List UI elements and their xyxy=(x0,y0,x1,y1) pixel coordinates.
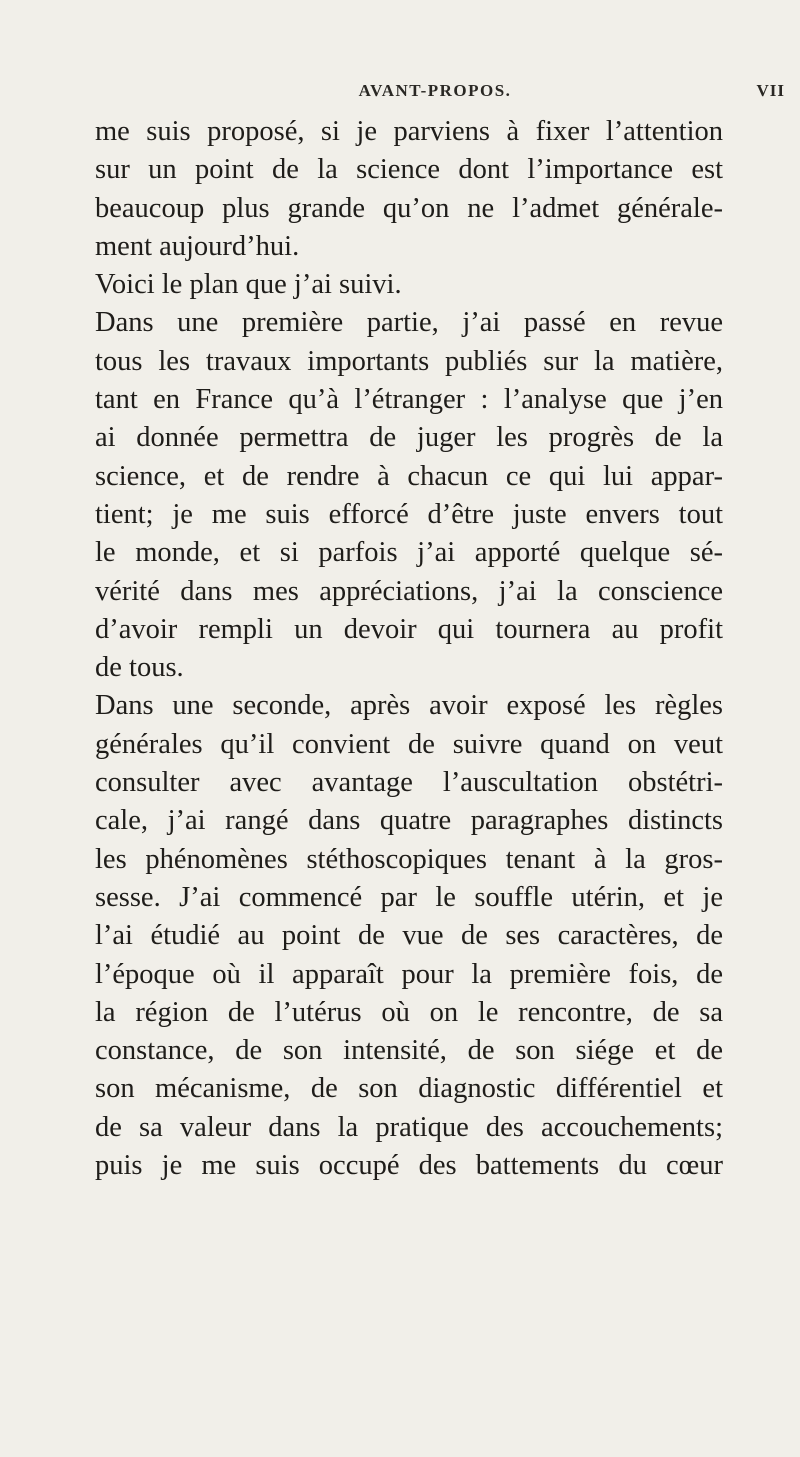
text-line: sesse. J’ai commencé par le souffle utérin, et je xyxy=(95,881,723,913)
text-line: tant en France qu’à l’étranger : l’analyse que j’en xyxy=(95,384,723,416)
text-line: constance, de son intensité, de son siége et de xyxy=(95,1035,723,1067)
text-line: les phénomènes stéthoscopiques tenant à la gros- xyxy=(95,843,723,875)
text-line: tous les travaux importants publiés sur la matière, xyxy=(95,345,723,377)
running-head xyxy=(95,81,785,105)
text-line: de tous. xyxy=(95,652,184,684)
page-number: VII xyxy=(756,81,785,100)
text-line: me suis proposé, si je parviens à fixer l’attention xyxy=(95,116,723,147)
text-line: cale, j’ai rangé dans quatre paragraphes distincts xyxy=(95,805,723,837)
body-text xyxy=(95,113,723,1185)
text-line: consulter avec avantage l’auscultation obstétri- xyxy=(95,767,723,799)
text-line: la région de l’utérus où on le rencontre, de sa xyxy=(95,996,723,1028)
text-line: le monde, et si parfois j’ai apporté quelque sé- xyxy=(95,537,723,569)
text-line: ai donnée permettra de juger les progrès de la xyxy=(95,422,723,454)
text-line: science, et de rendre à chacun ce qui lui appar- xyxy=(95,460,723,492)
text-line: Voici le plan que j’ai suivi. xyxy=(95,269,402,301)
text-line: tient; je me suis efforcé d’être juste envers tout xyxy=(95,498,723,530)
text-line: l’époque où il apparaît pour la première fois, de xyxy=(95,958,723,990)
text-line: vérité dans mes appréciations, j’ai la conscience xyxy=(95,575,723,607)
text-line: générales qu’il convient de suivre quand on veut xyxy=(95,728,723,760)
running-title: AVANT-PROPOS. xyxy=(358,81,512,100)
text-line: l’ai étudié au point de vue de ses caractères, de xyxy=(95,920,723,952)
text-line: ment aujourd’hui. xyxy=(95,230,300,262)
text-line: Dans une première partie, j’ai passé en revue xyxy=(95,307,723,339)
text-line: de sa valeur dans la pratique des accouchements; xyxy=(95,1111,723,1143)
text-line: d’avoir rempli un devoir qui tournera au profit xyxy=(95,613,723,645)
text-line: son mécanisme, de son diagnostic différentiel et xyxy=(95,1073,723,1105)
text-line: beaucoup plus grande qu’on ne l’admet générale- xyxy=(95,192,723,224)
text-line: Dans une seconde, après avoir exposé les règles xyxy=(95,690,723,722)
text-line: sur un point de la science dont l’importance est xyxy=(95,154,723,186)
text-line: puis je me suis occupé des battements du cœur xyxy=(95,1150,723,1182)
